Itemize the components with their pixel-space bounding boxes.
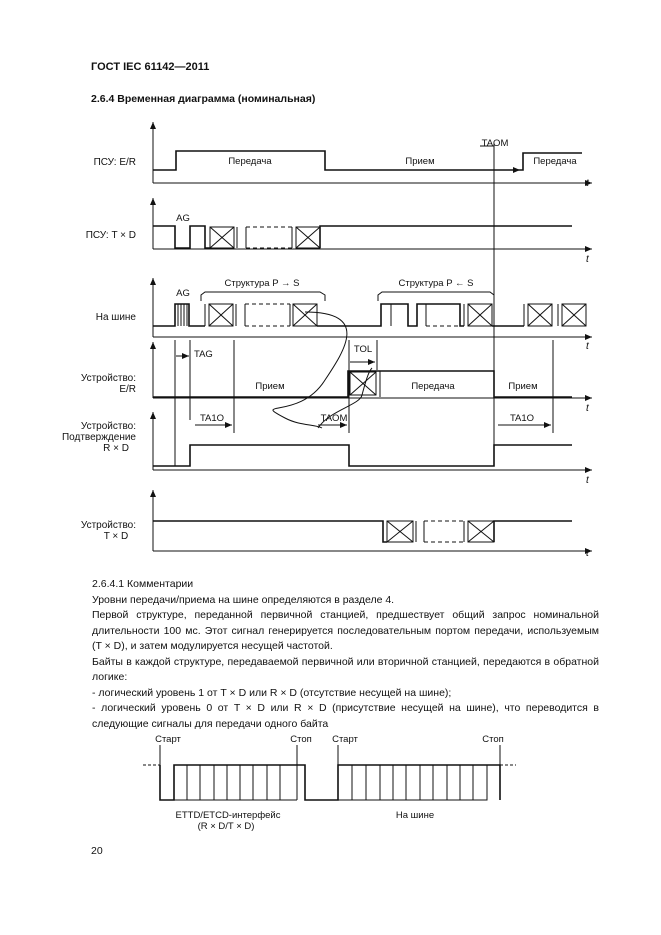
row-psu-er [153, 122, 592, 183]
axis-t-5: t [586, 475, 589, 486]
byte-caption-left-2: (R × D/T × D) [197, 821, 255, 832]
label-dev-ack-1: Устройство: [80, 421, 136, 432]
label-dev-txd-1: Устройство: [80, 520, 136, 531]
label-struct-ps: Структура P → S [224, 278, 300, 289]
byte-caption-left-1: ЕТТD/ЕТСD-интерфейс [175, 810, 281, 821]
comments-p1: Уровни передачи/приема на шине определяются в разделе 4. [92, 593, 395, 606]
byte-caption-right: На шине [395, 810, 435, 821]
label-transmit-2: Передача [533, 156, 577, 167]
label-ag-1: AG [176, 213, 190, 224]
row-dev-txd [153, 490, 592, 551]
axis-t-6: t [586, 548, 589, 559]
row-psu-txd [153, 198, 592, 249]
label-ag-2: AG [176, 288, 190, 299]
byte-diagram [143, 745, 516, 800]
label-transmit-3: Передача [411, 381, 455, 392]
label-tol: TOL [353, 344, 373, 355]
label-dev-er-1: Устройство: [80, 373, 136, 384]
section-title: 2.6.4 Временная диаграмма (номинальная) [91, 93, 316, 105]
label-tag: TAG [194, 349, 213, 360]
comments-title: 2.6.4.1 Комментарии [92, 578, 194, 590]
label-ta1o-2: TA1O [509, 413, 535, 424]
byte-stop-1: Стоп [290, 734, 312, 745]
axis-t-4: t [586, 403, 589, 414]
label-psu-txd: ПСУ: T × D [85, 230, 136, 241]
comments-p3: Байты в каждой структуре, передаваемой первичной или вторичной станцией, передаются в обратной логике: [92, 655, 599, 683]
comments-block [92, 577, 599, 732]
comments-p2: Первой структуре, переданной первичной станцией, предшествует общий запрос номинальной длительности 100 мс. Этот сигнал генерируется последовательным портом передачи, используемым (T × D), и затем модулируется несущей частотой. [92, 609, 599, 652]
label-struct-sp: Структура P ← S [398, 278, 474, 289]
axis-t-3: t [586, 341, 589, 352]
label-psu-er: ПСУ: E/R [93, 157, 136, 168]
byte-start-1: Старт [155, 734, 181, 745]
label-dev-txd-2: T × D [103, 531, 129, 542]
label-taom-top: TAOM [481, 138, 509, 149]
label-dev-ack-3: R × D [103, 443, 129, 454]
byte-start-2: Старт [332, 734, 358, 745]
label-receive-3: Прием [508, 381, 538, 392]
axis-t-1: t [586, 178, 589, 189]
label-bus: На шине [95, 312, 136, 323]
axis-t-2: t [586, 254, 589, 265]
label-receive-1: Прием [405, 156, 435, 167]
row-bus [153, 278, 592, 337]
label-dev-ack-2: Подтверждение [61, 432, 136, 443]
label-ta1o-1: TA1O [199, 413, 225, 424]
comments-b2: - логический уровень 0 от T × D или R × D (присутствие несущей на шине), что переводится в следующие сигналы для передачи одного байта [92, 702, 599, 730]
document-header: ГОСТ IEC 61142—2011 [91, 61, 210, 73]
label-transmit-1: Передача [228, 156, 272, 167]
label-receive-2: Прием [255, 381, 285, 392]
comments-b1: - логический уровень 1 от T × D или R × D (отсутствие несущей на шине); [92, 686, 452, 699]
page-number: 20 [91, 845, 103, 857]
label-dev-er-2: E/R [119, 384, 136, 395]
label-taom-2: TAOM [320, 413, 348, 424]
byte-stop-2: Стоп [482, 734, 504, 745]
